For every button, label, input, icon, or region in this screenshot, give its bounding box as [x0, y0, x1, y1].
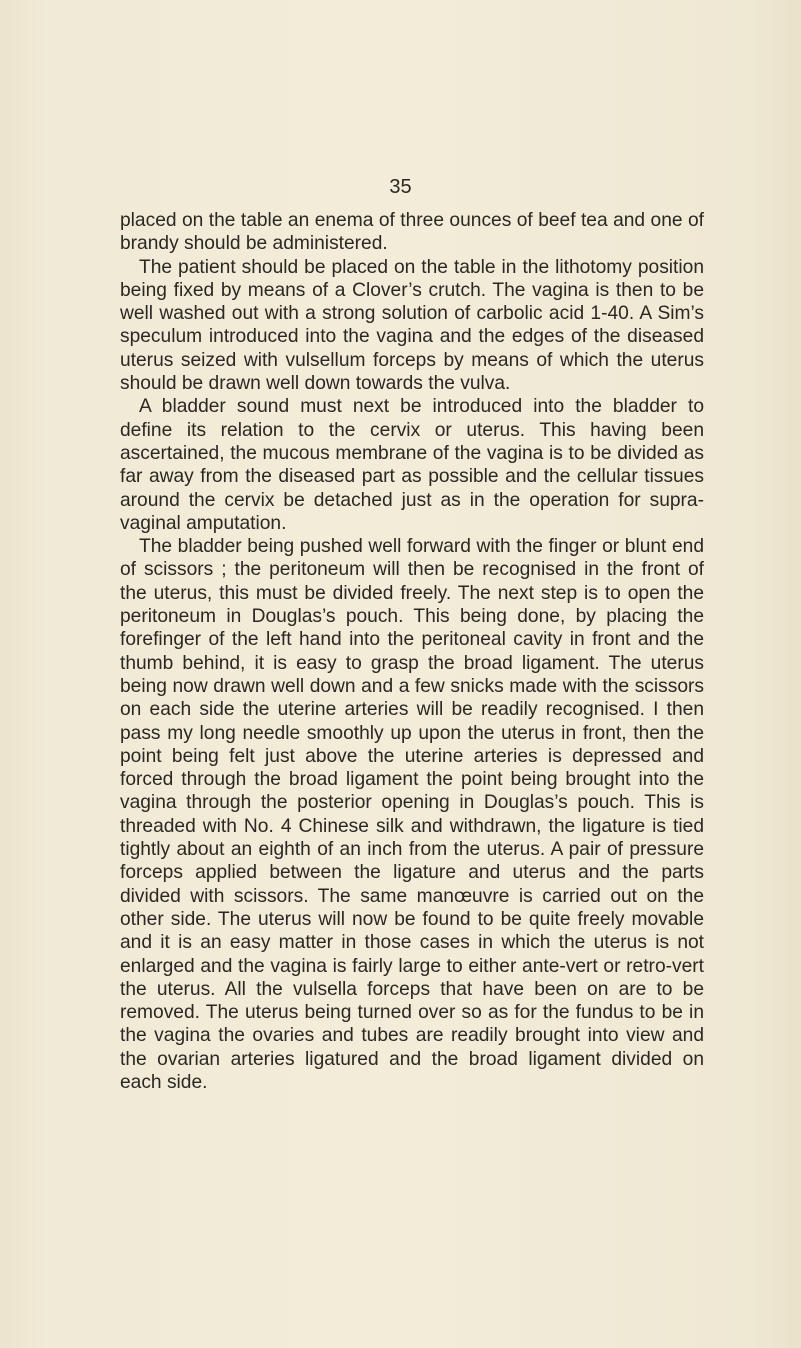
paragraph-2: The patient should be placed on the table in the lithotomy position being fixed by means of a Clover’s crutch. The vagina is then to be well washed out with a strong solution of carbolic acid 1-40. A Sim’s speculum introduced into the vagina and the edges of the diseased uterus seized with vulsellum forceps by means of which the uterus should be drawn well down towards the vulva. — [120, 256, 704, 395]
page-number: 35 — [389, 176, 412, 198]
paragraph-3: A bladder sound must next be introduced into the bladder to define its relation to the cervix or uterus. This having been ascertained, the mucous membrane of the vagina is to be divided as far away from the diseased part as possible and the cellular tissues around the cervix be detached just as in the operation for supra-vaginal amputation. — [120, 396, 704, 534]
paragraph-4: The bladder being pushed well forward with the finger or blunt end of scissors ; the peritoneum will then be recognised in the front of the uterus, this must be divided freely. The next step is to open the peritoneum in Douglas’s pouch. This being done, by placing the forefinger of the left hand into the peritoneal cavity in front and the thumb behind, it is easy to grasp the broad ligament. The uterus being now drawn well down and a few snicks made with the scissors on each side the uterine arteries will be readily recognised. I then pass my long needle smoothly up upon the uterus in front, then the point being felt just above the uterine arteries is depressed and forced through the broad ligament the point being brought into the vagina through the posterior opening in Douglas’s pouch. This is threaded with No. 4 Chinese silk and withdrawn, the ligature is tied tightly about an eighth of an inch from the uterus. A pair of pressure forceps applied between the ligature and uterus and the parts divided with scissors. The same manœuvre is carried out on the other side. The uterus will now be found to be quite freely movable and it is an easy matter in those cases in which the uterus is not enlarged and the vagina is fairly large to either ante-vert or retro-vert the uterus. All the vulsella forceps that have been on are to be removed. The uterus being turned over so as for the fundus to be in the vagina the ovaries and tubes are readily brought into view and the ovarian arteries ligatured and the broad ligament divided on each side. — [120, 536, 704, 1093]
body-text — [120, 209, 704, 1094]
paragraph-1: placed on the table an enema of three ounces of beef tea and one of brandy should be administered. — [120, 210, 704, 255]
